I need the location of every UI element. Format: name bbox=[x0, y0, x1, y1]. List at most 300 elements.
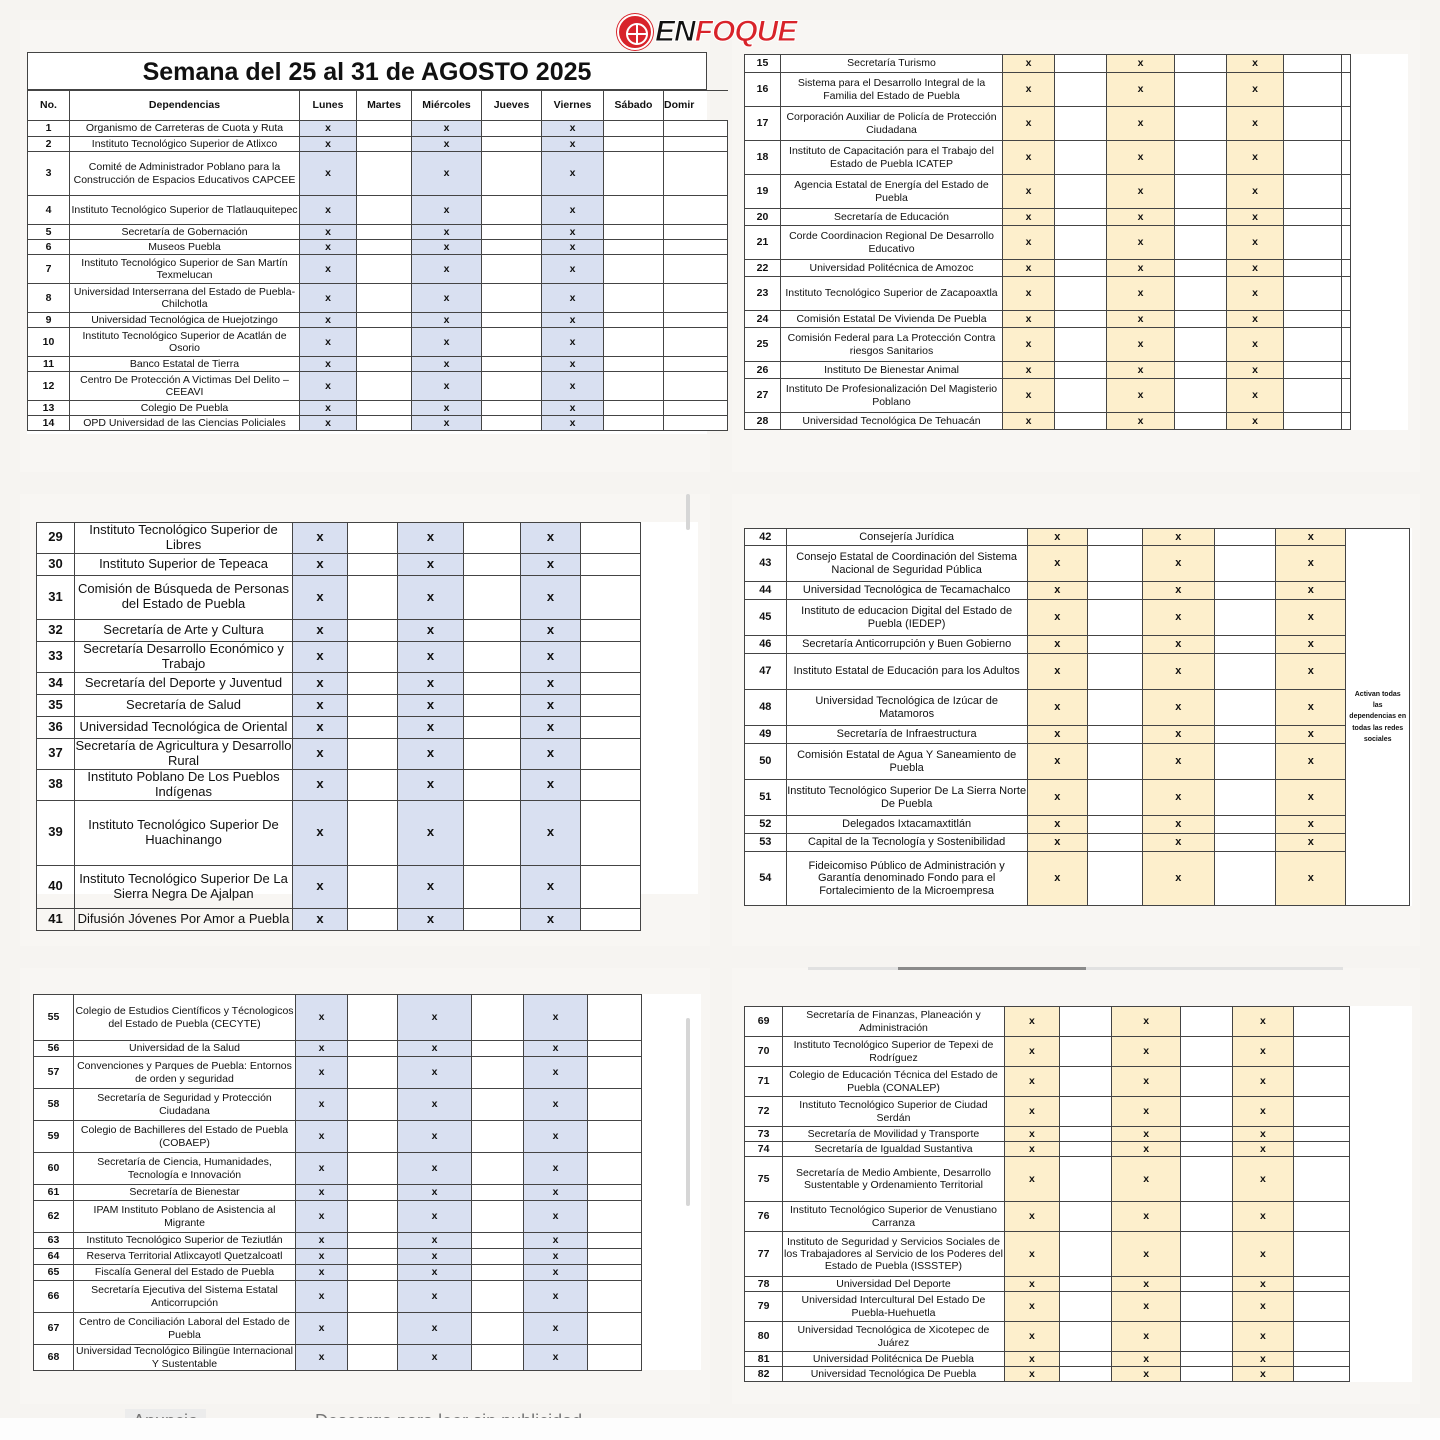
schedule-mark: x bbox=[398, 1265, 472, 1281]
empty-cell bbox=[664, 372, 728, 401]
empty-cell bbox=[1087, 636, 1142, 654]
dependency-name: Corde Coordinacion Regional De Desarrollo Educativo bbox=[781, 226, 1003, 260]
dependency-name: Consejo Estatal de Coordinación del Sistema Nacional de Seguridad Pública bbox=[786, 546, 1027, 582]
empty-cell bbox=[1284, 379, 1342, 413]
empty-cell bbox=[604, 401, 664, 416]
schedule-mark: x bbox=[398, 619, 464, 641]
schedule-mark: x bbox=[1004, 1037, 1059, 1067]
schedule-mark: x bbox=[412, 225, 482, 240]
enfoque-logo bbox=[617, 14, 796, 50]
empty-cell bbox=[1175, 55, 1227, 73]
schedule-mark: x bbox=[521, 641, 581, 672]
schedule-mark: x bbox=[521, 553, 581, 575]
schedule-mark: x bbox=[1112, 1142, 1180, 1157]
row-number: 54 bbox=[745, 852, 787, 906]
empty-cell bbox=[604, 284, 664, 313]
note-line: sociales bbox=[1363, 735, 1392, 743]
empty-cell bbox=[664, 328, 728, 357]
row-number: 60 bbox=[34, 1153, 74, 1185]
table-row bbox=[34, 1041, 642, 1057]
schedule-mark: x bbox=[398, 553, 464, 575]
empty-cell bbox=[604, 137, 664, 152]
empty-cell bbox=[1293, 1202, 1349, 1232]
schedule-panel-1 bbox=[27, 52, 707, 434]
empty-cell bbox=[581, 694, 641, 716]
empty-cell bbox=[1293, 1277, 1349, 1292]
schedule-mark: x bbox=[300, 152, 357, 196]
dependency-name: Universidad Tecnológica De Puebla bbox=[783, 1367, 1004, 1382]
empty-cell bbox=[1087, 690, 1142, 726]
schedule-mark: x bbox=[1233, 1367, 1293, 1382]
table-row bbox=[28, 225, 728, 240]
empty-cell bbox=[1175, 226, 1227, 260]
empty-cell bbox=[464, 575, 521, 619]
schedule-mark: x bbox=[1004, 1157, 1059, 1202]
empty-cell bbox=[1055, 73, 1107, 107]
schedule-mark: x bbox=[412, 401, 482, 416]
schedule-mark: x bbox=[542, 357, 604, 372]
row-number: 2 bbox=[28, 137, 70, 152]
empty-cell bbox=[1214, 654, 1275, 690]
empty-cell bbox=[1055, 277, 1107, 311]
empty-cell bbox=[1060, 1142, 1112, 1157]
row-number: 77 bbox=[745, 1232, 783, 1277]
table-row bbox=[745, 1007, 1350, 1037]
empty-cell bbox=[1284, 209, 1342, 226]
empty-cell bbox=[1293, 1067, 1349, 1097]
dependency-name: Secretaría de Finanzas, Planeación y Administración bbox=[783, 1007, 1004, 1037]
empty-cell bbox=[348, 575, 398, 619]
schedule-mark: x bbox=[1233, 1067, 1293, 1097]
dependency-name: Fiscalía General del Estado de Puebla bbox=[74, 1265, 296, 1281]
schedule-mark: x bbox=[1027, 636, 1087, 654]
schedule-mark: x bbox=[1276, 654, 1346, 690]
schedule-mark: x bbox=[398, 1281, 472, 1313]
empty-cell bbox=[472, 1281, 524, 1313]
schedule-mark: x bbox=[1027, 654, 1087, 690]
schedule-mark: x bbox=[1107, 107, 1175, 141]
table-row bbox=[745, 636, 1410, 654]
empty-cell bbox=[604, 372, 664, 401]
empty-cell bbox=[1342, 55, 1351, 73]
dependency-name: Universidad Tecnológica De Tehuacán bbox=[781, 413, 1003, 430]
table-row bbox=[37, 553, 641, 575]
schedule-mark: x bbox=[293, 769, 348, 800]
empty-cell bbox=[464, 908, 521, 930]
table-row bbox=[28, 255, 728, 284]
dependency-name: Instituto De Profesionalización Del Magisterio Poblano bbox=[781, 379, 1003, 413]
table-row bbox=[745, 413, 1351, 430]
empty-cell bbox=[1055, 311, 1107, 328]
schedule-mark: x bbox=[1233, 1277, 1293, 1292]
schedule-mark: x bbox=[300, 284, 357, 313]
schedule-mark: x bbox=[398, 1201, 472, 1233]
schedule-mark: x bbox=[398, 641, 464, 672]
schedule-panel-4 bbox=[744, 528, 1412, 906]
schedule-mark: x bbox=[1142, 654, 1214, 690]
row-number: 70 bbox=[745, 1037, 783, 1067]
schedule-mark: x bbox=[1003, 328, 1055, 362]
row-number: 27 bbox=[745, 379, 781, 413]
empty-cell bbox=[348, 1249, 398, 1265]
scrollbar-panel-5[interactable] bbox=[686, 1018, 690, 1206]
schedule-mark: x bbox=[296, 1057, 348, 1089]
empty-cell bbox=[482, 401, 542, 416]
schedule-mark: x bbox=[412, 416, 482, 431]
empty-cell bbox=[1214, 636, 1275, 654]
row-number: 9 bbox=[28, 313, 70, 328]
dependency-name: Centro de Conciliación Laboral del Estado de Puebla bbox=[74, 1313, 296, 1345]
empty-cell bbox=[1055, 260, 1107, 277]
schedule-mark: x bbox=[1112, 1007, 1180, 1037]
schedule-mark: x bbox=[296, 1249, 348, 1265]
empty-cell bbox=[482, 357, 542, 372]
schedule-mark: x bbox=[1027, 852, 1087, 906]
table-row bbox=[28, 313, 728, 328]
schedule-mark: x bbox=[1227, 362, 1284, 379]
schedule-mark: x bbox=[524, 1089, 588, 1121]
empty-cell bbox=[482, 196, 542, 225]
empty-cell bbox=[464, 619, 521, 641]
empty-cell bbox=[1293, 1322, 1349, 1352]
schedule-mark: x bbox=[1003, 379, 1055, 413]
schedule-mark: x bbox=[296, 1153, 348, 1185]
schedule-mark: x bbox=[1112, 1157, 1180, 1202]
empty-cell bbox=[604, 240, 664, 255]
dependency-name: Universidad Tecnológica de Huejotzingo bbox=[70, 313, 300, 328]
table-row bbox=[745, 209, 1351, 226]
schedule-mark: x bbox=[1276, 834, 1346, 852]
empty-cell bbox=[1060, 1157, 1112, 1202]
schedule-mark: x bbox=[1004, 1127, 1059, 1142]
empty-cell bbox=[581, 716, 641, 738]
dependency-name: Instituto Tecnológico Superior De La Sierra Norte De Puebla bbox=[786, 780, 1027, 816]
empty-cell bbox=[357, 401, 412, 416]
table-row bbox=[745, 1097, 1350, 1127]
empty-cell bbox=[464, 865, 521, 908]
table-row bbox=[745, 1352, 1350, 1367]
schedule-table-2 bbox=[744, 54, 1351, 430]
schedule-mark: x bbox=[300, 121, 357, 137]
schedule-title: Semana del 25 al 31 de AGOSTO 2025 bbox=[27, 52, 707, 90]
empty-cell bbox=[1175, 413, 1227, 430]
schedule-mark: x bbox=[1027, 582, 1087, 600]
empty-cell bbox=[1060, 1097, 1112, 1127]
schedule-mark: x bbox=[1107, 226, 1175, 260]
empty-cell bbox=[581, 738, 641, 769]
dependency-name: Agencia Estatal de Energía del Estado de Puebla bbox=[781, 175, 1003, 209]
row-number: 5 bbox=[28, 225, 70, 240]
table-row bbox=[34, 995, 642, 1041]
empty-cell bbox=[664, 255, 728, 284]
schedule-mark: x bbox=[300, 137, 357, 152]
schedule-mark: x bbox=[412, 284, 482, 313]
empty-cell bbox=[1060, 1067, 1112, 1097]
schedule-mark: x bbox=[1227, 107, 1284, 141]
schedule-mark: x bbox=[1027, 690, 1087, 726]
dependency-name: Secretaría de Gobernación bbox=[70, 225, 300, 240]
schedule-mark: x bbox=[524, 1121, 588, 1153]
empty-cell bbox=[1342, 107, 1351, 141]
empty-cell bbox=[1175, 328, 1227, 362]
empty-cell bbox=[1284, 226, 1342, 260]
dependency-name: Instituto Tecnológico Superior De La Sierra Negra De Ajalpan bbox=[75, 865, 293, 908]
row-number: 25 bbox=[745, 328, 781, 362]
row-number: 82 bbox=[745, 1367, 783, 1382]
schedule-mark: x bbox=[1027, 600, 1087, 636]
empty-cell bbox=[1087, 744, 1142, 780]
column-header: Jueves bbox=[482, 91, 542, 121]
dependency-name: Universidad de la Salud bbox=[74, 1041, 296, 1057]
empty-cell bbox=[348, 694, 398, 716]
empty-cell bbox=[1087, 654, 1142, 690]
schedule-panel-5 bbox=[33, 994, 701, 1370]
schedule-mark: x bbox=[1276, 744, 1346, 780]
schedule-mark: x bbox=[1107, 260, 1175, 277]
empty-cell bbox=[348, 1265, 398, 1281]
schedule-mark: x bbox=[524, 1233, 588, 1249]
empty-cell bbox=[1293, 1097, 1349, 1127]
schedule-mark: x bbox=[1004, 1007, 1059, 1037]
dependency-name: Secretaría de Igualdad Sustantiva bbox=[783, 1142, 1004, 1157]
table-row bbox=[34, 1201, 642, 1233]
table-row bbox=[34, 1313, 642, 1345]
schedule-mark: x bbox=[1107, 311, 1175, 328]
dependency-name: Instituto Tecnológico Superior de Libres bbox=[75, 523, 293, 554]
empty-cell bbox=[604, 121, 664, 137]
empty-cell bbox=[1180, 1277, 1232, 1292]
row-number: 35 bbox=[37, 694, 75, 716]
schedule-mark: x bbox=[521, 800, 581, 865]
empty-cell bbox=[348, 1089, 398, 1121]
table-row bbox=[37, 694, 641, 716]
schedule-mark: x bbox=[398, 1121, 472, 1153]
schedule-mark: x bbox=[542, 137, 604, 152]
schedule-mark: x bbox=[524, 1153, 588, 1185]
schedule-mark: x bbox=[293, 641, 348, 672]
schedule-mark: x bbox=[524, 1265, 588, 1281]
empty-cell bbox=[348, 800, 398, 865]
schedule-mark: x bbox=[1233, 1322, 1293, 1352]
empty-cell bbox=[1175, 260, 1227, 277]
empty-cell bbox=[348, 1057, 398, 1089]
empty-cell bbox=[1180, 1142, 1232, 1157]
row-number: 74 bbox=[745, 1142, 783, 1157]
schedule-mark: x bbox=[1003, 226, 1055, 260]
table-row bbox=[745, 1367, 1350, 1382]
dependency-name: Organismo de Carreteras de Cuota y Ruta bbox=[70, 121, 300, 137]
empty-cell bbox=[588, 1313, 642, 1345]
empty-cell bbox=[1055, 328, 1107, 362]
schedule-mark: x bbox=[1004, 1232, 1059, 1277]
empty-cell bbox=[1214, 600, 1275, 636]
table-row bbox=[28, 240, 728, 255]
schedule-mark: x bbox=[521, 523, 581, 554]
schedule-mark: x bbox=[1142, 546, 1214, 582]
dependency-name: Instituto Tecnológico Superior de Teziutlán bbox=[74, 1233, 296, 1249]
schedule-mark: x bbox=[1112, 1202, 1180, 1232]
row-number: 17 bbox=[745, 107, 781, 141]
schedule-mark: x bbox=[293, 800, 348, 865]
empty-cell bbox=[1293, 1292, 1349, 1322]
row-number: 4 bbox=[28, 196, 70, 225]
schedule-mark: x bbox=[1142, 600, 1214, 636]
table-row bbox=[745, 55, 1351, 73]
schedule-mark: x bbox=[300, 372, 357, 401]
empty-cell bbox=[1293, 1352, 1349, 1367]
empty-cell bbox=[1087, 852, 1142, 906]
note-line: dependencias en bbox=[1349, 713, 1407, 721]
row-number: 47 bbox=[745, 654, 787, 690]
schedule-mark: x bbox=[1004, 1322, 1059, 1352]
row-number: 59 bbox=[34, 1121, 74, 1153]
schedule-mark: x bbox=[1112, 1232, 1180, 1277]
schedule-mark: x bbox=[296, 1201, 348, 1233]
dependency-name: Reserva Territorial Atlixcayotl Quetzalcoatl bbox=[74, 1249, 296, 1265]
schedule-mark: x bbox=[300, 416, 357, 431]
empty-cell bbox=[482, 225, 542, 240]
schedule-mark: x bbox=[524, 1201, 588, 1233]
horizontal-scrollbar[interactable] bbox=[808, 967, 1343, 970]
empty-cell bbox=[348, 1233, 398, 1249]
table-row bbox=[34, 1089, 642, 1121]
row-number: 33 bbox=[37, 641, 75, 672]
dependency-name: Secretaría Anticorrupción y Buen Gobierno bbox=[786, 636, 1027, 654]
row-number: 10 bbox=[28, 328, 70, 357]
schedule-mark: x bbox=[412, 137, 482, 152]
schedule-mark: x bbox=[1027, 529, 1087, 546]
row-number: 52 bbox=[745, 816, 787, 834]
empty-cell bbox=[1180, 1367, 1232, 1382]
empty-cell bbox=[1087, 780, 1142, 816]
schedule-mark: x bbox=[1107, 175, 1175, 209]
schedule-mark: x bbox=[521, 738, 581, 769]
table-row bbox=[745, 1142, 1350, 1157]
schedule-mark: x bbox=[296, 1313, 348, 1345]
schedule-mark: x bbox=[521, 694, 581, 716]
empty-cell bbox=[357, 328, 412, 357]
table-row bbox=[745, 690, 1410, 726]
dependency-name: Secretaría de Agricultura y Desarrollo Rural bbox=[75, 737, 292, 768]
schedule-mark: x bbox=[524, 1249, 588, 1265]
dependency-name: Instituto de Seguridad y Servicios Sociales de los Trabajadores al Servicio de los Poderes del Estado de Puebla (ISSSTEP) bbox=[783, 1232, 1004, 1277]
empty-cell bbox=[1284, 260, 1342, 277]
dependency-name: Instituto Tecnológico Superior de Ciudad Serdán bbox=[783, 1097, 1004, 1127]
empty-cell bbox=[1055, 379, 1107, 413]
dependency-name: Secretaría de Bienestar bbox=[74, 1185, 296, 1201]
schedule-mark: x bbox=[542, 328, 604, 357]
schedule-mark: x bbox=[521, 619, 581, 641]
table-row bbox=[37, 619, 641, 641]
dependency-name: Universidad Tecnológica de Tecamachalco bbox=[786, 582, 1027, 600]
empty-cell bbox=[1087, 726, 1142, 744]
dependency-name: Museos Puebla bbox=[70, 240, 300, 255]
empty-cell bbox=[1342, 328, 1351, 362]
row-number: 58 bbox=[34, 1089, 74, 1121]
schedule-mark: x bbox=[1027, 546, 1087, 582]
empty-cell bbox=[604, 225, 664, 240]
empty-cell bbox=[581, 553, 641, 575]
table-row bbox=[34, 1281, 642, 1313]
schedule-mark: x bbox=[1107, 413, 1175, 430]
dependency-name: Centro De Protección A Victimas Del Delito – CEEAVI bbox=[70, 372, 300, 401]
empty-cell bbox=[581, 865, 641, 908]
table-row bbox=[37, 800, 641, 865]
empty-cell bbox=[1175, 141, 1227, 175]
empty-cell bbox=[482, 255, 542, 284]
scrollbar-panel-3[interactable] bbox=[686, 494, 690, 530]
horizontal-scrollbar-thumb[interactable] bbox=[898, 967, 1086, 970]
schedule-mark: x bbox=[1233, 1157, 1293, 1202]
schedule-mark: x bbox=[398, 738, 464, 769]
schedule-mark: x bbox=[300, 255, 357, 284]
empty-cell bbox=[588, 1249, 642, 1265]
dependency-name: Universidad Tecnológico Bilingüe Internacional Y Sustentable bbox=[74, 1345, 296, 1371]
schedule-mark: x bbox=[293, 865, 348, 908]
empty-cell bbox=[464, 800, 521, 865]
table-row bbox=[28, 372, 728, 401]
row-number: 18 bbox=[745, 141, 781, 175]
schedule-mark: x bbox=[1112, 1097, 1180, 1127]
empty-cell bbox=[348, 865, 398, 908]
empty-cell bbox=[464, 641, 521, 672]
empty-cell bbox=[357, 255, 412, 284]
row-number: 15 bbox=[745, 55, 781, 73]
table-row bbox=[37, 716, 641, 738]
schedule-mark: x bbox=[1142, 529, 1214, 546]
schedule-mark: x bbox=[1112, 1367, 1180, 1382]
empty-cell bbox=[1180, 1067, 1232, 1097]
empty-cell bbox=[348, 1153, 398, 1185]
schedule-mark: x bbox=[1276, 636, 1346, 654]
note-line: todas las redes bbox=[1352, 724, 1404, 732]
empty-cell bbox=[357, 313, 412, 328]
table-row bbox=[745, 362, 1351, 379]
empty-cell bbox=[348, 553, 398, 575]
row-number: 31 bbox=[37, 575, 75, 619]
schedule-mark: x bbox=[296, 1041, 348, 1057]
dependency-name: Colegio de Bachilleres del Estado de Puebla (COBAEP) bbox=[74, 1121, 296, 1153]
empty-cell bbox=[664, 137, 728, 152]
schedule-mark: x bbox=[398, 1345, 472, 1371]
row-number: 79 bbox=[745, 1292, 783, 1322]
schedule-mark: x bbox=[398, 1249, 472, 1265]
empty-cell bbox=[664, 240, 728, 255]
schedule-mark: x bbox=[398, 716, 464, 738]
empty-cell bbox=[1284, 311, 1342, 328]
empty-cell bbox=[1060, 1322, 1112, 1352]
schedule-mark: x bbox=[296, 995, 348, 1041]
empty-cell bbox=[1060, 1127, 1112, 1142]
row-number: 80 bbox=[745, 1322, 783, 1352]
schedule-mark: x bbox=[1003, 107, 1055, 141]
table-row bbox=[28, 416, 728, 431]
empty-cell bbox=[581, 908, 641, 930]
dependency-name: Secretaría de Infraestructura bbox=[786, 726, 1027, 744]
schedule-mark: x bbox=[412, 328, 482, 357]
empty-cell bbox=[664, 401, 728, 416]
table-row bbox=[34, 1345, 642, 1371]
table-row bbox=[28, 137, 728, 152]
schedule-mark: x bbox=[412, 196, 482, 225]
schedule-mark: x bbox=[1003, 260, 1055, 277]
dependency-name: Secretaría del Deporte y Juventud bbox=[75, 672, 293, 694]
empty-cell bbox=[1214, 834, 1275, 852]
empty-cell bbox=[1055, 226, 1107, 260]
schedule-mark: x bbox=[1004, 1292, 1059, 1322]
empty-cell bbox=[581, 619, 641, 641]
empty-cell bbox=[357, 137, 412, 152]
